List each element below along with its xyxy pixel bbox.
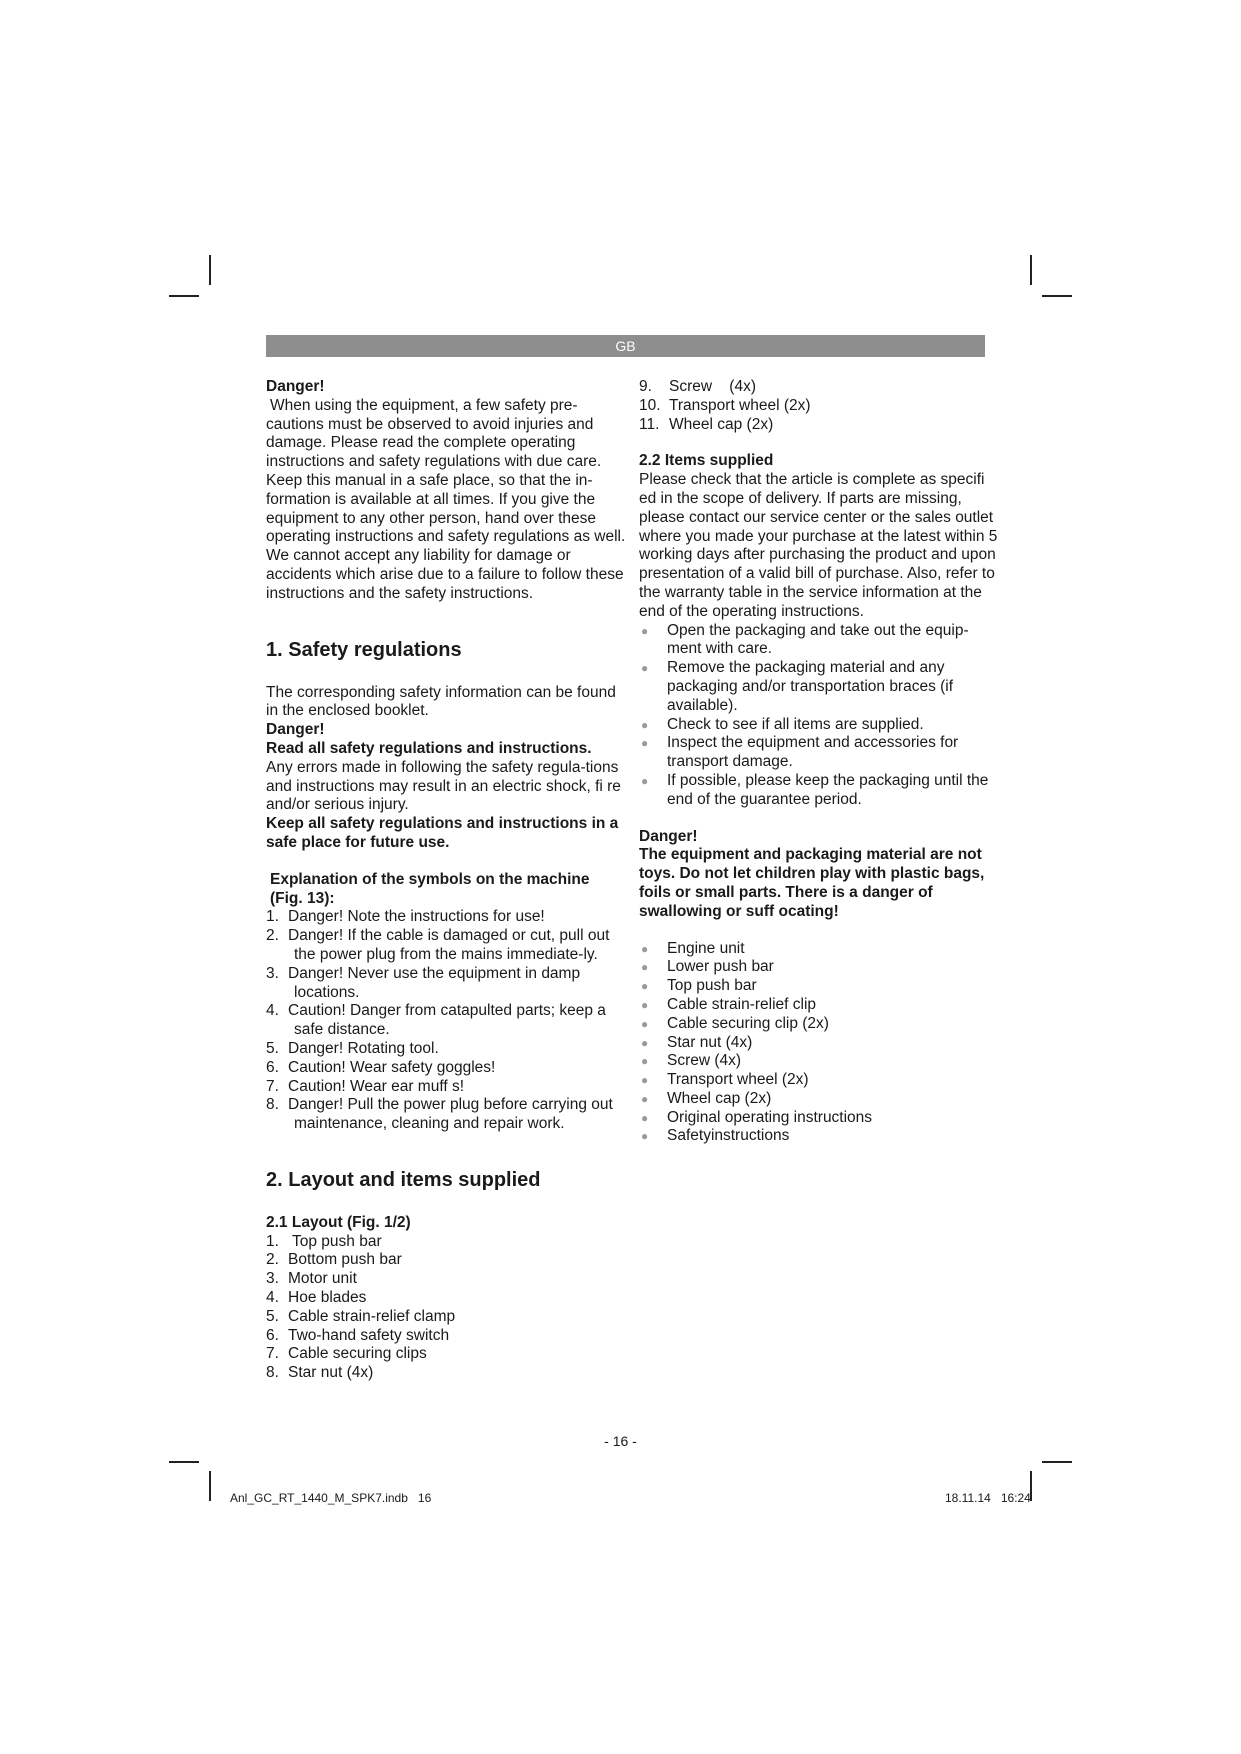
list-item: ● Safetyinstructions <box>641 1127 790 1145</box>
list-item: ● Wheel cap (2x) <box>641 1089 772 1107</box>
list-item: 9. Screw (4x) <box>639 378 756 395</box>
items-supplied-heading: 2.2 Items supplied <box>639 452 774 470</box>
language-header-bar: GB <box>266 335 985 357</box>
symbols-list <box>266 908 626 1134</box>
danger2-paragraph: The equipment and packaging material are not toys. Do not let children play with plastic bags, foils or small parts. There is a danger of swallowing or suff ocating! <box>639 846 985 920</box>
list-item: 5. Danger! Rotating tool. <box>266 1039 439 1057</box>
left-column <box>266 378 626 1383</box>
bullet-icon: ● <box>641 997 649 1012</box>
list-item: 1. Top push bar <box>266 1232 382 1250</box>
crop-mark <box>1042 1461 1072 1463</box>
bullet-icon: ● <box>641 736 649 751</box>
list-item: 4. Caution! Danger from catapulted parts; keep a safe distance. <box>266 1002 606 1039</box>
safety-errors: Any errors made in following the safety regula-tions and instructions may result in an electric shock, fi re and/or serious injury. <box>266 758 621 814</box>
crop-mark <box>1042 295 1072 297</box>
footer-file-info: Anl_GC_RT_1440_M_SPK7.indb 16 <box>230 1491 432 1505</box>
list-item: ● Original operating instructions <box>641 1108 873 1126</box>
list-item: ● Top push bar <box>641 977 757 995</box>
safety-danger-heading: Danger! <box>266 721 325 739</box>
bullet-icon: ● <box>641 1016 649 1031</box>
list-item: ● Star nut (4x) <box>641 1033 753 1051</box>
list-item: ● Cable securing clip (2x) <box>641 1014 829 1032</box>
list-item: ● Cable strain-relief clip <box>641 995 817 1013</box>
list-item: ● Check to see if all items are supplied. <box>641 715 924 733</box>
list-item: ● Screw (4x) <box>641 1052 742 1070</box>
bullet-icon: ● <box>641 1073 649 1088</box>
bullet-icon: ● <box>641 717 649 732</box>
layout-subheading: 2.1 Layout (Fig. 1/2) <box>266 1213 411 1231</box>
list-item: 2. Bottom push bar <box>266 1251 402 1269</box>
list-item: ● Remove the packaging material and any packaging and/or transportation braces (if available). <box>641 659 954 714</box>
list-item: 1. Danger! Note the instructions for use! <box>266 908 545 926</box>
layout-list <box>266 1233 626 1383</box>
list-item: 8. Danger! Pull the power plug before carrying out maintenance, cleaning and repair work. <box>266 1096 613 1133</box>
list-item: ● Engine unit <box>641 939 745 957</box>
items-supplied-paragraph: Please check that the article is complete as specifi ed in the scope of delivery. If parts are missing, please contact our service center or the sales outlet where you made your purchase at the latest within 5 working days after purchasing the product and upon presentation of a valid bill of purchase. Also, refer to the warranty table in the service information at the end of the operating instructions. <box>639 471 998 620</box>
section-heading-safety: 1. Safety regulations <box>266 638 462 661</box>
bullet-icon: ● <box>641 1129 649 1144</box>
list-item: 8. Star nut (4x) <box>266 1364 374 1382</box>
bullet-icon: ● <box>641 623 649 638</box>
layout-list-continued <box>639 378 1003 434</box>
safety-intro: The corresponding safety information can be found in the enclosed booklet. <box>266 683 616 720</box>
crop-mark <box>209 1471 211 1501</box>
danger-paragraph: When using the equipment, a few safety pre-cautions must be observed to avoid injuries and damage. Please read the complete operating instructions and safety regulations with due care. Keep this manual in a safe place, so that the in-formation is available at all times. If you give the equipment to any other person, hand over these operating instructions and safety regulations as well. We cannot accept any liability for damage or accidents which arise due to a failure to follow these instructions and the safety instructions. <box>266 396 626 602</box>
bullet-icon: ● <box>641 1110 649 1125</box>
supplied-items-list <box>639 940 1003 1147</box>
crop-mark <box>169 295 199 297</box>
list-item: 5. Cable strain-relief clamp <box>266 1307 456 1325</box>
bullet-icon: ● <box>641 773 649 788</box>
safety-keep: Keep all safety regulations and instructions in a safe place for future use. <box>266 815 619 851</box>
list-item: 3. Motor unit <box>266 1270 357 1288</box>
list-item: ● Open the packaging and take out the equip-ment with care. <box>641 621 969 658</box>
list-item: 7. Caution! Wear ear muff s! <box>266 1077 465 1095</box>
list-item: 11. Wheel cap (2x) <box>639 415 774 433</box>
bullet-icon: ● <box>641 1091 649 1106</box>
list-item: ● Inspect the equipment and accessories for transport damage. <box>641 734 959 771</box>
list-item: 10. Transport wheel (2x) <box>639 396 811 414</box>
crop-mark <box>209 255 211 285</box>
footer-timestamp: 18.11.14 16:24 <box>945 1491 1031 1505</box>
bullet-icon: ● <box>641 979 649 994</box>
bullet-icon: ● <box>641 661 649 676</box>
list-item: 4. Hoe blades <box>266 1289 367 1307</box>
symbols-heading: Explanation of the symbols on the machine (Fig. 13): <box>270 870 590 907</box>
list-item: 7. Cable securing clips <box>266 1345 427 1363</box>
safety-read-all: Read all safety regulations and instructions. <box>266 739 592 757</box>
crop-mark <box>169 1461 199 1463</box>
list-item: 2. Danger! If the cable is damaged or cut, pull out the power plug from the mains immediate-ly. <box>266 927 610 963</box>
list-item: ● If possible, please keep the packaging until the end of the guarantee period. <box>641 771 989 808</box>
bullet-icon: ● <box>641 941 649 956</box>
section-heading-layout: 2. Layout and items supplied <box>266 1168 541 1191</box>
danger2-heading: Danger! <box>639 827 698 845</box>
bullet-icon: ● <box>641 960 649 975</box>
bullet-icon: ● <box>641 1054 649 1069</box>
list-item: 6. Two-hand safety switch <box>266 1326 450 1344</box>
crop-mark <box>1030 255 1032 285</box>
right-column <box>639 378 1003 1146</box>
bullet-icon: ● <box>641 1035 649 1050</box>
danger-heading: Danger! <box>266 378 325 395</box>
list-item: 6. Caution! Wear safety goggles! <box>266 1058 496 1076</box>
unpacking-steps-list <box>639 622 1003 810</box>
page-number: - 16 - <box>604 1433 637 1449</box>
list-item: ● Lower push bar <box>641 958 774 976</box>
list-item: ● Transport wheel (2x) <box>641 1071 809 1089</box>
list-item: 3. Danger! Never use the equipment in damp locations. <box>266 964 581 1001</box>
